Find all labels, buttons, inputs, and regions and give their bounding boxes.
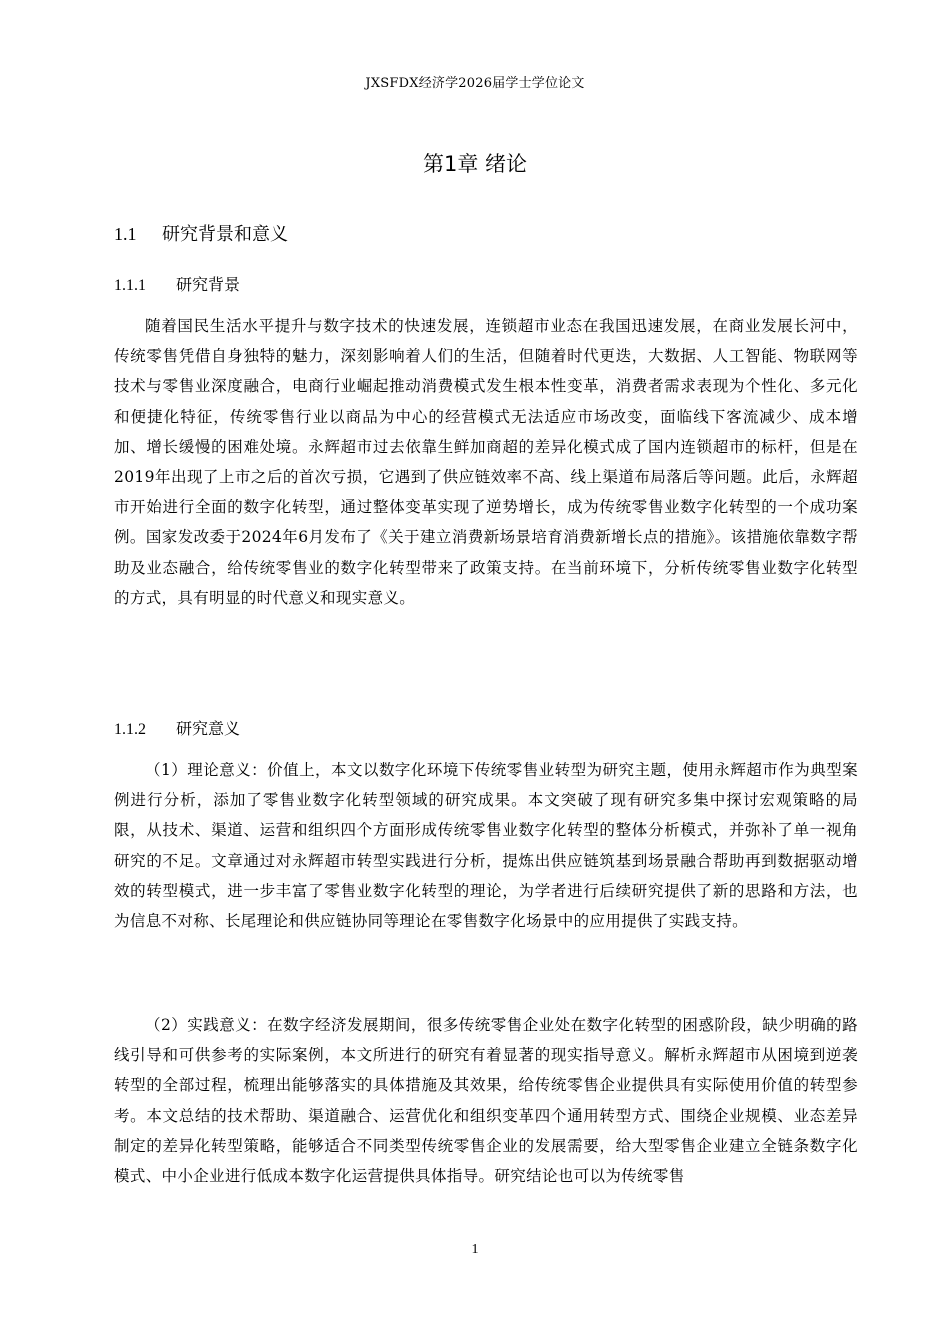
running-header: JXSFDX经济学2026届学士学位论文 <box>365 76 585 91</box>
section-heading-1-1-2 <box>114 716 240 739</box>
section-heading-1-1-1 <box>114 272 240 295</box>
theoretical-significance-paragraph: （1）理论意义：价值上，本文以数字化环境下传统零售业转型为研究主题，使用永辉超市作为典型案例进行分析，添加了零售业数字化转型领域的研究成果。本文突破了现有研究多集中探讨宏观策略的局限，从技术、渠道、运营和组织四个方面形成传统零售业数字化转型的整体分析模式，并弥补了单一视角研究的不足。文章通过对永辉超市转型实践进行分析，提炼出供应链筑基到场景融合帮助再到数据驱动增效的转型模式，进一步丰富了零售业数字化转型的理论，为学者进行后续研究提供了新的思路和方法，也为信息不对称、长尾理论和供应链协同等理论在零售数字化场景中的应用提供了实践支持。 <box>114 761 858 931</box>
section-title: 研究背景和意义 <box>162 224 288 245</box>
practical-significance-paragraph: （2）实践意义：在数字经济发展期间，很多传统零售企业处在数字化转型的困惑阶段，缺少明确的路线引导和可供参考的实际案例，本文所进行的研究有着显著的现实指导意义。解析永辉超市从困境到逆袭转型的全部过程，梳理出能够落实的具体措施及其效果，给传统零售企业提供具有实际使用价值的转型参考。本文总结的技术帮助、渠道融合、运营优化和组织变革四个通用转型方式、围绕企业规模、业态差异制定的差异化转型策略，能够适合不同类型传统零售企业的发展需要，给大型零售企业建立全链条数字化模式、中小企业进行低成本数字化运营提供具体指导。研究结论也可以为传统零售 <box>114 1016 858 1186</box>
section-number: 1.1.2 <box>114 721 146 738</box>
section-title: 研究背景 <box>176 275 241 294</box>
page-number: 1 <box>471 1242 479 1257</box>
background-paragraph: 随着国民生活水平提升与数字技术的快速发展，连锁超市业态在我国迅速发展，在商业发展长河中，传统零售凭借自身独特的魅力，深刻影响着人们的生活，但随着时代更迭，大数据、人工智能、物联网等技术与零售业深度融合，电商行业崛起推动消费模式发生根本性变革，消费者需求表现为个性化、多元化和便捷化特征，传统零售行业以商品为中心的经营模式无法适应市场改变，面临线下客流减少、成本增加、增长缓慢的困难处境。永辉超市过去依靠生鲜加商超的差异化模式成了国内连锁超市的标杆，但是在2019年出现了上市之后的首次亏损，它遇到了供应链效率不高、线上渠道布局落后等问题。此后，永辉超市开始进行全面的数字化转型，通过整体变革实现了逆势增长，成为传统零售业数字化转型的一个成功案例。国家发改委于2024年6月发布了《关于建立消费新场景培育消费新增长点的措施》。该措施依靠数字帮助及业态融合，给传统零售业的数字化转型带来了政策支持。在当前环境下，分析传统零售业数字化转型的方式，具有明显的时代意义和现实意义。 <box>114 317 858 607</box>
chapter-title: 第1章 绪论 <box>422 152 528 176</box>
section-heading-1-1 <box>114 220 288 246</box>
section-number: 1.1 <box>114 224 137 244</box>
section-number: 1.1.1 <box>114 277 146 294</box>
section-title: 研究意义 <box>176 719 241 738</box>
